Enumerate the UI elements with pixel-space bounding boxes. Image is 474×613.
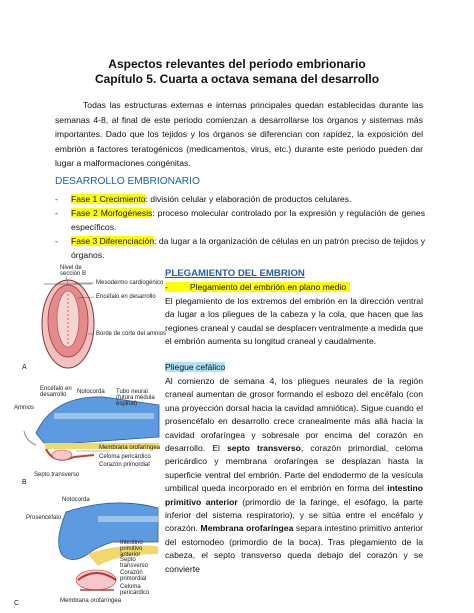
section-heading-desarrollo: DESARROLLO EMBRIONARIO (55, 176, 200, 187)
fig-b-label: Encéfalo en desarrollo (40, 386, 72, 398)
fig-b-label: Notocorda (77, 389, 105, 395)
bold-term: intestino primitivo anterior (165, 483, 423, 507)
phase-text: : división celular y elaboración de productos celulares. (145, 194, 352, 204)
fig-b-label: Corazón primordial (99, 462, 150, 468)
paragraph-text: Al comienzo de semana 4, los pliegues neurales de la región craneal aumentan de grosor formando el esbozo del encéfalo (con una proyección dorsal hacia la cavidad amniótica). Sigue cuando el prosencéfalo en desarrollo crece cranealmente más allá hacia la cavidad orofaríngea y sobresale por encima del corazón en desarrollo. El (165, 376, 423, 454)
fig-a-label: Mesodermo cardiogénico (96, 280, 164, 286)
fig-b-label: Membrana orofaríngea (99, 445, 161, 451)
fig-c-label: Septo transverso (120, 557, 149, 569)
fig-c-label: Membrana orofaríngea (60, 598, 122, 604)
fig-c-label: Intestino primitivo anterior (120, 540, 143, 558)
phase-text: : da lugar a la organización de células en un patrón preciso de tejidos y órganos. (71, 236, 426, 260)
desarrollo-list (55, 193, 425, 263)
fig-a-letter: A (22, 364, 27, 371)
pliegue-cefalico-paragraph (165, 375, 423, 576)
bold-term: Membrana orofaríngea (200, 523, 294, 534)
fig-c-label: Notocorda (62, 497, 90, 503)
document-title-line1: Aspectos relevantes del periodo embrionario (108, 57, 366, 71)
fig-c-label: Prosencéfalo (26, 515, 62, 521)
fig-a-label: Encéfalo en desarrollo (96, 294, 156, 300)
fig-a-label: Nivel de sección B (60, 265, 87, 277)
section-heading-plegamiento: PLEGAMIENTO DEL EMBRION (165, 268, 305, 279)
fig-b-label: Celoma pericárdico (99, 454, 151, 460)
subheading-text: Plegamiento del embrión en plano medio (189, 282, 347, 292)
fig-b-label: Tubo neural (futura médula espinal) (116, 389, 155, 407)
list-item: - Fase 2 Morfogénesis: proceso molecular controlado por la expresión y regulación de genes específicos. (55, 208, 425, 232)
sub-dash: - Plegamiento del embrión en plano medio (165, 282, 350, 292)
list-item: - Fase 3 Diferenciación: da lugar a la organización de células en un patrón preciso de tejidos y órganos. (55, 236, 426, 260)
paragraph-text: separa intestino primitivo anterior del estomodeo (primordio de la boca). Tras plegamiento de la cabeza, el septo transverso queda debajo del corazón y se convierte (165, 523, 423, 574)
intro-text: Todas las estructuras externas e internas principales quedan establecidas durante las semanas 4-8, al final de este periodo comienzan a desarrollarse los órganos y sistemas más importantes. Dado que los tejidos y los órganos se diferencian con rapidez, la exposición del embrión a factores teratogénicos (medicamentos, virus, etc.) durante este periodo pueden dar lugar a malformaciones congénitas. (55, 100, 423, 169)
fig-b-label: Amnios (14, 405, 35, 411)
plegamiento-paragraph: El plegamiento de los extremos del embrión en la dirección ventral da lugar a los pliegues de la cabeza y la cola, que hacen que las regiones craneal y caudal se desplacen ventralmente a medida que el embrión aumenta su longitud craneal y caudalmente. (165, 296, 423, 347)
intro-paragraph (55, 98, 423, 171)
phase-label: Fase 2 Morfogénesis (71, 208, 153, 219)
paragraph-text: , corazón primordial, celoma pericárdico y membrana orofaríngea se desplazan hasta la superficie ventral del embrión. Parte del endodermo de la vesícula umbilical queda incorporado en el embrión en forma del (165, 443, 423, 494)
fig-c-label: Corazón primordial (120, 570, 147, 582)
bold-term: septo transverso (226, 443, 301, 454)
pliegue-cefalico-heading: Pliegue cefálico (165, 362, 226, 372)
paragraph-text: (primordio de la faringe, el esófago, la parte inferior del sistema respiratorio), y se sitúa entre el encéfalo y corazón. (165, 496, 423, 534)
document-title-line2: Capítulo 5. Cuarta a octava semana del desarrollo (94, 72, 380, 86)
phase-label: Fase 1 Crecimiento (71, 194, 146, 204)
fig-c-letter: C (14, 600, 20, 607)
phase-label: Fase 3 Diferenciación (71, 236, 155, 247)
fig-b-label: Septo transverso (34, 472, 80, 478)
pliegue-cefalico-heading-wrap (165, 361, 423, 374)
list-item: - Fase 1 Crecimiento: división celular y elaboración de productos celulares. (55, 194, 352, 204)
fig-a-label: Borde de corte del amnios (96, 331, 167, 337)
fig-b-letter: B (22, 479, 27, 486)
plegamiento-subheading (165, 281, 423, 294)
phase-text: : proceso molecular controlado por la expresión y regulación de genes específicos. (71, 208, 425, 232)
fig-c-label: Celoma pericárdico (120, 584, 150, 596)
